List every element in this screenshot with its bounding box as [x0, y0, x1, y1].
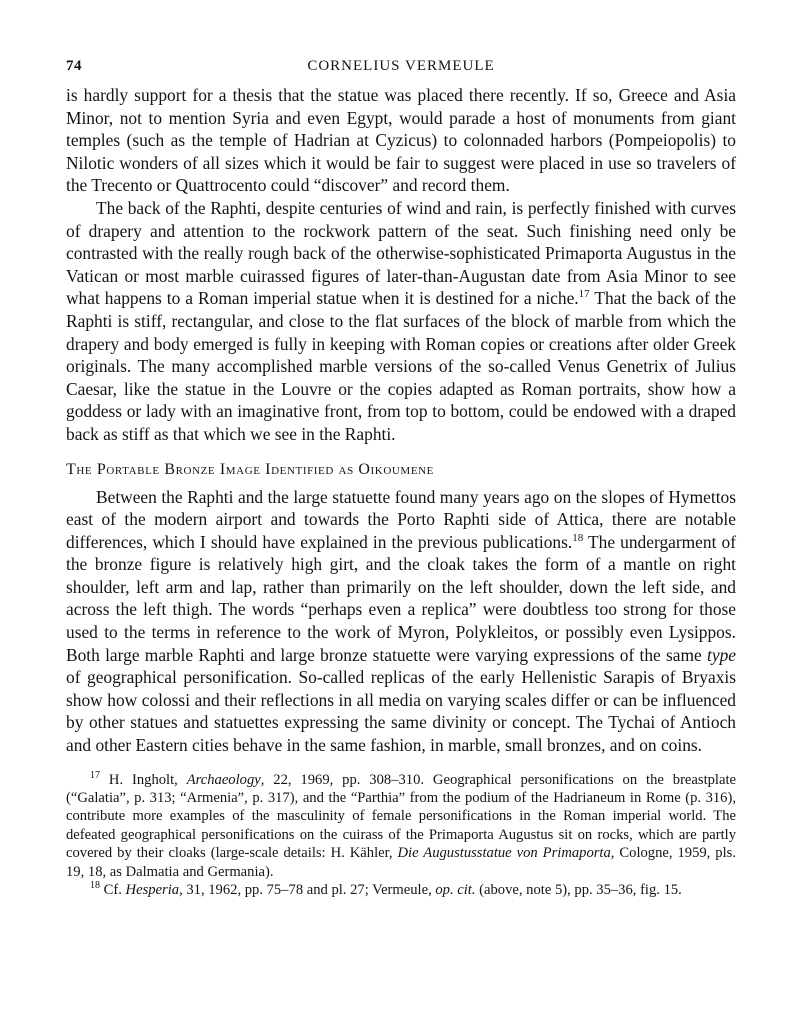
running-title: CORNELIUS VERMEULE: [307, 58, 495, 74]
journal-page: [66, 58, 736, 899]
paragraph-1: [66, 84, 736, 197]
footnote-17-text-c: , Cologne, 1959, pls. 19, 18, as Dalmatia and Germania).: [66, 845, 736, 880]
footnote-17-text-b: , 22, 1969, pp. 308–310. Geographical personifications on the breastplate (“Galatia”, p. 313; “Armenia”, p. 317), and the “Parthia” from the podium of the Hadrianeum in Rome (p. 316), contribute more examples of the masculinity of female personifications in the Roman imperial world. The defeated geographical personifications on the cuirass of the Primaporta Augustus sit on rocks, which are partly covered by their cloaks (large-scale details: H. Kähler,: [66, 771, 736, 862]
article-body: [66, 84, 736, 757]
footnote-18-text-b: , 31, 1962, pp. 75–78 and pl. 27; Vermeule,: [179, 882, 436, 899]
footnote-ref-18[interactable]: 18: [572, 531, 584, 544]
paragraph-3-text-b: The undergarment of the bronze figure is relatively high girt, and the cloak takes the form of a mantle on right shoulder, left arm and lap, rather than primarily on the left shoulder, down the left side, and across the left thigh. The words “perhaps even a replica” were doubtless too strong for those used to the terms in reference to the work of Myron, Polykleitos, or possibly even Lysippos. Both large marble Raphti and large bronze statuette were varying expressions of the same: [66, 531, 737, 665]
paragraph-2-text-b: That the back of the Raphti is stiff, rectangular, and close to the flat surfaces of the block of marble from which the drapery and body emerged is fully in keeping with Roman copies or creations after older Greek originals. The many accomplished marble versions of the so-called Venus Genetrix of Julius Caesar, like the statue in the Louvre or the copies adapted as Roman portraits, show how a goddess or lady with an imaginative front, from top to bottom, could be endowed with a draped back as stiff as that which we see in the Raphti.: [66, 288, 736, 444]
paragraph-2-text-a: The back of the Raphti, despite centuries of wind and rain, is perfectly finished with curves of drapery and attention to the rockwork pattern of the seat. Such finishing need only be contrasted with the really rough back of the otherwise-sophisticated Primaporta Augustus in the Vatican or most marble cuirassed figures of later-than-Augustan date from Asia Minor to see what happens to a Roman imperial statue when it is destined for a niche.: [66, 197, 736, 309]
footnote-18-text-c: (above, note 5), pp. 35–36, fig. 15.: [475, 882, 682, 899]
footnote-17-text-a: H. Ingholt,: [100, 771, 187, 788]
footnote-ref-17[interactable]: 17: [578, 288, 590, 301]
footnote-17-number: 17: [90, 769, 100, 781]
footnote-18: [66, 881, 736, 899]
footnote-18-number: 18: [90, 880, 100, 892]
footnote-18-text-a: Cf.: [100, 882, 126, 899]
running-header: [66, 58, 736, 84]
footnote-17-book-title: Die Augustusstatue von Primaporta: [397, 845, 611, 862]
footnotes: [66, 771, 736, 900]
paragraph-1-text: is hardly support for a thesis that the statue was placed there recently. If so, Greece and Asia Minor, not to mention Syria and even Egypt, would parade a host of monuments from giant temples (such as the temple of Hadrian at Cyzicus) to colonnaded harbors (Pompeiopolis) to Nilotic wonders of all sizes which it would be fair to suggest were placed in use so travelers of the Trecento or Quattrocento could “discover” and record them.: [66, 85, 736, 196]
footnote-18-op-cit: op. cit.: [435, 882, 476, 899]
footnote-18-journal: Hesperia: [125, 882, 180, 899]
paragraph-3-italic-type: type: [707, 644, 736, 665]
paragraph-3-text-c: of geographical personification. So-called replicas of the early Hellenistic Sarapis of Bryaxis show how colossi and their reflections in all media on varying scales differ or can be influenced by other statues and statuettes expressing the same divinity or concept. The Tychai of Antioch and other Eastern cities behave in the same fashion, in marble, small bronzes, and on coins.: [66, 667, 736, 756]
paragraph-3-text-a: Between the Raphti and the large statuette found many years ago on the slopes of Hymettos east of the modern airport and towards the Porto Raphti side of Attica, there are notable differences, which I should have explained in the previous publications.: [66, 486, 736, 552]
footnote-17-journal: Archaeology: [186, 771, 261, 788]
footnote-17: [66, 771, 736, 881]
page-number: 74: [66, 58, 82, 74]
section-heading: The Portable Bronze Image Identified as Oikoumene: [66, 460, 434, 478]
paragraph-2: [66, 197, 736, 446]
paragraph-3: [66, 486, 736, 757]
